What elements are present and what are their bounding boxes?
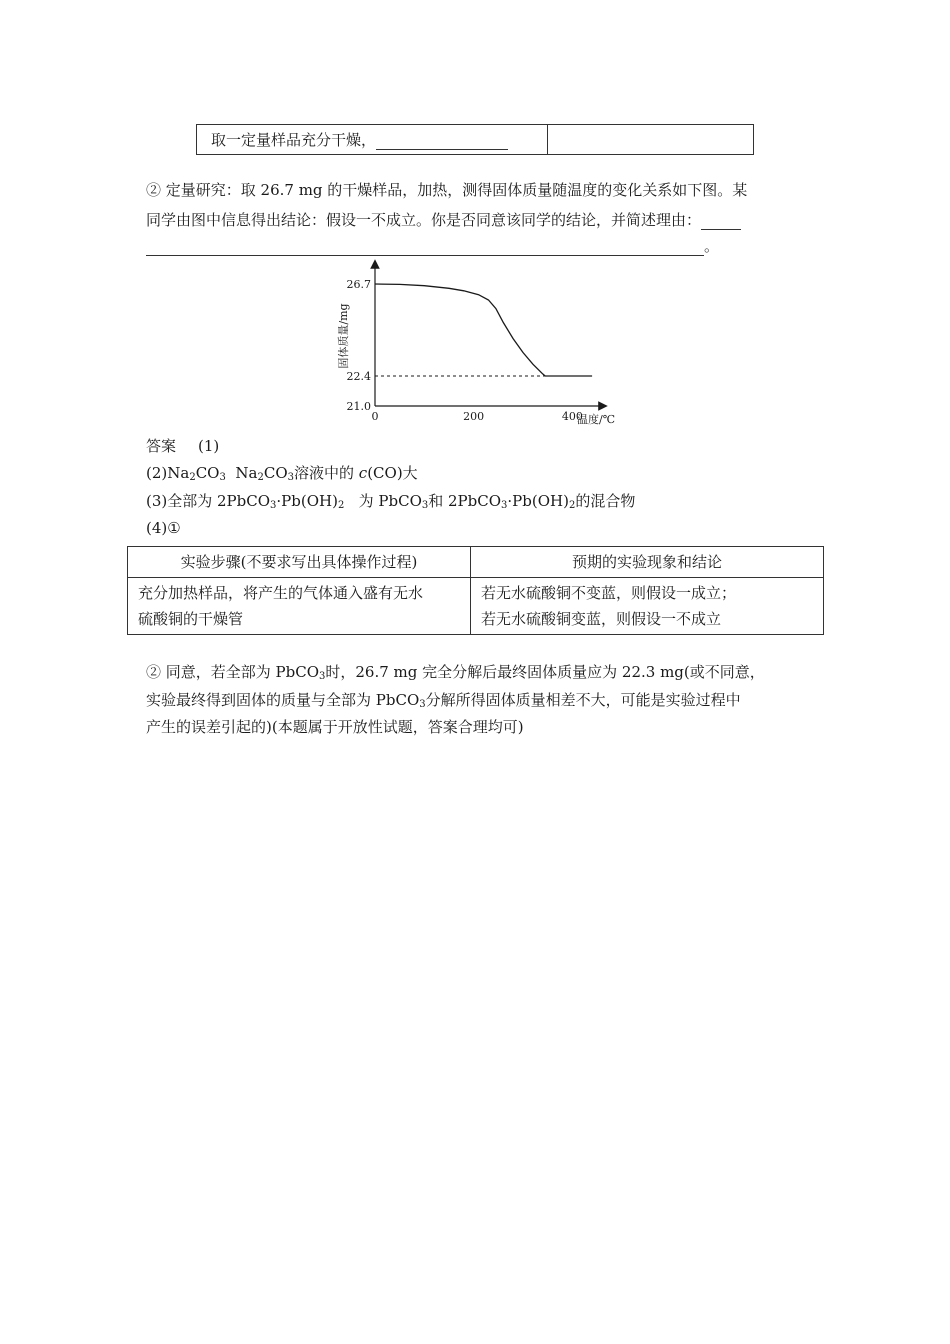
text-run: Na [225, 464, 258, 482]
subscript: 3 [270, 500, 277, 511]
conclusion-line-2 [146, 690, 741, 715]
top-table [196, 124, 754, 155]
subscript: 2 [189, 472, 196, 483]
steps-line-2: 硫酸铜的干燥管 [138, 610, 244, 628]
conclusion-line-3: 产生的误差引起的)(本题属于开放性试题，答案合理均可) [146, 718, 524, 736]
result-line-1: 若无水硫酸铜不变蓝，则假设一成立； [481, 584, 737, 602]
text-run: (3)全部为 2PbCO [146, 492, 271, 510]
answer-line-3 [146, 491, 635, 516]
answer-blank-long[interactable] [146, 241, 704, 256]
header-left: 实验步骤(不要求写出具体操作过程) [128, 547, 471, 578]
text-run: 实验最终得到固体的质量与全部为 PbCO [146, 691, 420, 709]
answer-blank[interactable] [701, 215, 741, 230]
answer-heading [146, 436, 219, 456]
text-run: 溶液中的 [294, 464, 359, 482]
text-run: CO [263, 464, 288, 482]
text-run: CO [195, 464, 220, 482]
answer-line-2 [146, 463, 418, 488]
text-run: (2)Na [146, 464, 190, 482]
concentration-symbol: c [358, 464, 368, 482]
text-run: (CO)大 [367, 464, 418, 482]
subscript: 3 [219, 472, 226, 483]
mass-temperature-chart [325, 258, 625, 428]
y-tick-label: 22.4 [346, 370, 371, 383]
y-axis-label: 固体质量/mg [337, 303, 350, 369]
answer-line-4: (4)① [146, 519, 181, 537]
top-table-cell-right [548, 125, 754, 155]
y-tick-label: 26.7 [346, 278, 371, 291]
subscript: 2 [337, 500, 345, 511]
subscript: 3 [419, 699, 426, 710]
x-tick-label: 0 [371, 410, 379, 423]
mass-curve [375, 284, 592, 376]
text-run: 的混合物 [575, 492, 636, 510]
question-line-3 [146, 236, 719, 256]
answer-part-1: (1) [198, 437, 220, 455]
text-run: ·Pb(OH) [276, 492, 338, 510]
conclusion-line-1 [146, 662, 765, 687]
result-cell [471, 578, 824, 635]
answer-blank[interactable] [376, 135, 508, 150]
subscript: 3 [421, 500, 429, 511]
top-table-text: 取一定量样品充分干燥， [211, 131, 377, 149]
subscript: 3 [319, 671, 326, 682]
header-right: 预期的实验现象和结论 [471, 547, 824, 578]
x-tick-label: 200 [463, 410, 485, 423]
subscript: 2 [257, 472, 264, 483]
y-tick-label: 21.0 [346, 400, 371, 413]
text-run: 和 2PbCO [428, 492, 502, 510]
top-table-cell-left [197, 125, 548, 155]
x-tick-label: 400 [561, 410, 583, 423]
text-run: ② 同意，若全部为 PbCO [146, 663, 320, 681]
text-run: 为 PbCO [344, 492, 422, 510]
answer-table [127, 546, 824, 635]
end-mark: 。 [704, 237, 720, 255]
x-axis-label: 温度/℃ [577, 413, 616, 426]
question-line-1: ② 定量研究：取 26.7 mg 的干燥样品，加热，测得固体质量随温度的变化关系如下图。某 [146, 181, 748, 199]
question-line-2-text: 同学由图中信息得出结论：假设一不成立。你是否同意该同学的结论，并简述理由： [146, 211, 702, 229]
subscript: 2 [568, 500, 576, 511]
question-line-2 [146, 210, 741, 230]
steps-cell [128, 578, 471, 635]
answer-label: 答案 [146, 437, 177, 455]
subscript: 3 [287, 472, 294, 483]
subscript: 3 [501, 500, 508, 511]
steps-line-1: 充分加热样品，将产生的气体通入盛有无水 [138, 584, 424, 602]
text-run: 分解所得固体质量相差不大，可能是实验过程中 [425, 691, 741, 709]
result-line-2: 若无水硫酸铜变蓝，则假设一不成立 [481, 610, 722, 628]
text-run: 时，26.7 mg 完全分解后最终固体质量应为 22.3 mg(或不同意， [325, 663, 765, 681]
text-run: ·Pb(OH) [507, 492, 569, 510]
